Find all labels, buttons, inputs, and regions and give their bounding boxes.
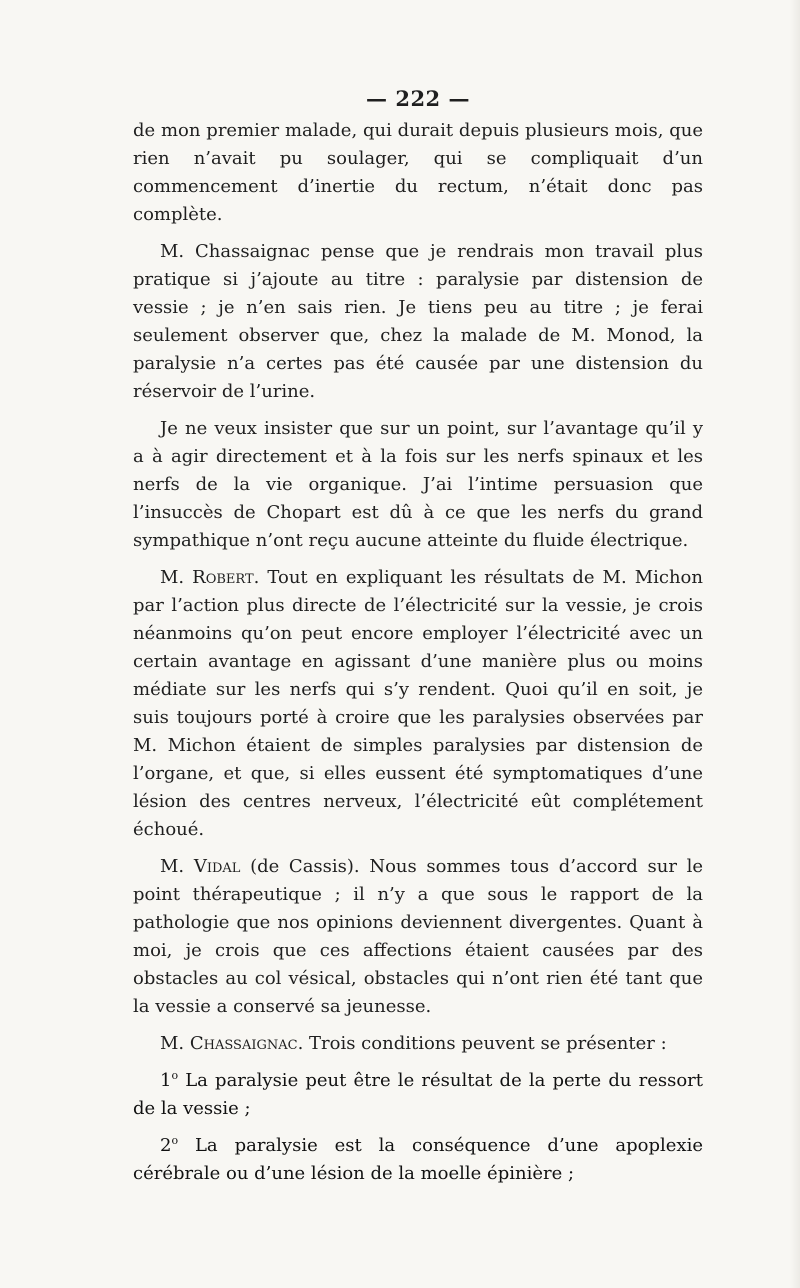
page-number: — 222 — [366,86,470,111]
paragraph-6-text: Trois conditions peuvent se présenter : [303,1033,667,1054]
paragraph-5-text: (de Cassis). Nous sommes tous d’accord sur le point thérapeutique ; il n’y a que sous le rapport de la pathologie que nos opinions deviennent divergentes. Quant à moi, je crois que ces affections étaient causées par des obstacles au col vésical, obstacles qui n’ont rien été tant que la vessie a conservé sa jeunesse. [133,856,703,1017]
paragraph-2-text: M. Chassaignac pense que je rendrais mon travail plus pratique si j’ajoute au titre : paralysie par distension de vessie ; je n’en sais rien. Je tiens peu au titre ; je ferai seulement observer que, chez la malade de M. Monod, la paralysie n’a certes pas été causée par une distension du réservoir de l’urine. [133,241,703,402]
page-text [133,84,703,1197]
list-marker-2: 2 [160,1135,172,1156]
paragraph-1 [133,117,703,229]
list-marker-2-suffix: o [171,1134,179,1147]
list-marker-1-suffix: o [171,1069,179,1082]
paragraph-7 [133,1067,703,1123]
speaker-robert: M. Robert. [160,567,260,588]
paragraph-8-text: La paralysie est la conséquence d’une apoplexie cérébrale ou d’une lésion de la moelle épinière ; [133,1135,703,1184]
paragraph-4-text: Tout en expliquant les résultats de M. Michon par l’action plus directe de l’électricité sur la vessie, je crois néanmoins qu’on peut encore employer l’électricité avec un certain avantage en agissant d’une manière plus ou moins médiate sur les nerfs qui s’y rendent. Quoi qu’il en soit, je suis toujours porté à croire que les paralysies observées par M. Michon étaient de simples paralysies par distension de l’organe, et que, si elles eussent été symptomatiques d’une lésion des centres nerveux, l’électricité eût complétement échoué. [133,567,703,840]
list-marker-1: 1 [160,1070,172,1091]
speaker-vidal: M. Vidal [160,856,241,877]
paragraph-3-text: Je ne veux insister que sur un point, sur l’avantage qu’il y a à agir directement et à la fois sur les nerfs spinaux et les nerfs de la vie organique. J’ai l’intime persuasion que l’insuccès de Chopart est dû à ce que les nerfs du grand sympathique n’ont reçu aucune atteinte du fluide électrique. [133,418,703,551]
paragraph-3 [133,415,703,555]
paragraph-1-text: de mon premier malade, qui durait depuis plusieurs mois, que rien n’avait pu soulager, qui se compliquait d’un commencement d’inertie du rectum, n’était donc pas complète. [133,120,703,225]
page-edge-shadow [790,0,800,1288]
paragraph-4 [133,564,703,844]
speaker-chassaignac: M. Chassaignac. [160,1033,304,1054]
paragraph-8 [133,1132,703,1188]
paragraph-5 [133,853,703,1021]
paragraph-6 [133,1030,703,1058]
paragraph-7-text: La paralysie peut être le résultat de la perte du ressort de la vessie ; [133,1070,703,1119]
paragraph-2 [133,238,703,406]
